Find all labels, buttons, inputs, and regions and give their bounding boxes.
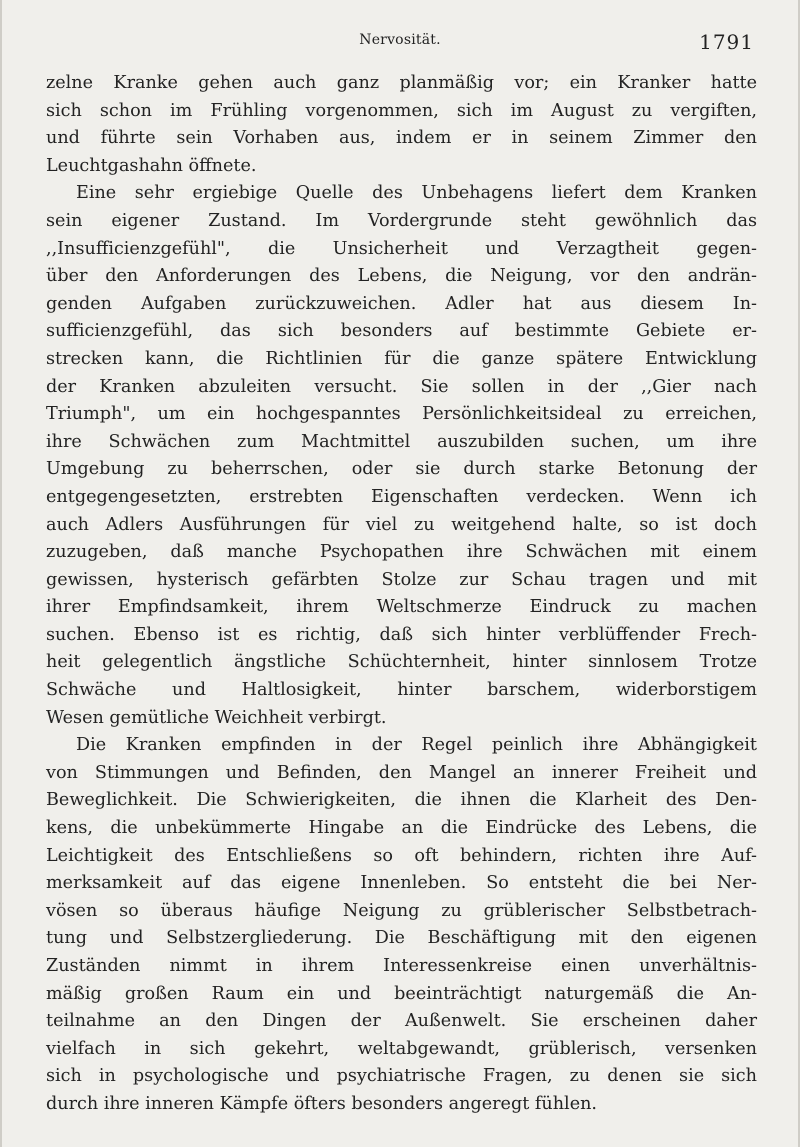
text-line: sich schon im Frühling vorgenommen, sich im August zu vergiften, [46,100,757,121]
text-line: sich in psychologische und psychiatrische Fragen, zu denen sie sich [46,1066,757,1087]
text-line: Leuchtgashahn öffnete. [46,155,257,176]
text-line: mäßig großen Raum ein und beeinträchtigt naturgemäß die An- [46,983,757,1004]
text-line: merksamkeit auf das eigene Innenleben. So entsteht die bei Ner- [46,873,757,894]
text-line: zuzugeben, daß manche Psychopathen ihre Schwächen mit einem [46,542,757,563]
text-line: vielfach in sich gekehrt, weltabgewandt, grüblerisch, versenken [46,1038,757,1059]
text-line: gewissen, hysterisch gefärbten Stolze zur Schau tragen und mit [46,569,757,590]
page-header [46,30,754,54]
text-line: entgegengesetzten, erstrebten Eigenschaften verdecken. Wenn ich [46,486,757,507]
text-line: Triumph", um ein hochgespanntes Persönlichkeitsideal zu erreichen, [46,404,757,425]
text-line: auch Adlers Ausführungen für viel zu weitgehend halte, so ist doch [46,514,757,535]
text-line: und führte sein Vorhaben aus, indem er in seinem Zimmer den [46,128,757,149]
text-line: über den Anforderungen des Lebens, die Neigung, vor den andrän- [46,266,757,287]
text-line: Leichtigkeit des Entschließens so oft behindern, richten ihre Auf- [46,845,757,866]
text-line: ihre Schwächen zum Machtmittel auszubilden suchen, um ihre [46,431,757,452]
text-line: von Stimmungen und Befinden, den Mangel an innerer Freiheit und [46,762,757,783]
text-line: sein eigener Zustand. Im Vordergrunde steht gewöhnlich das [46,210,757,231]
running-title: Nervosität. [359,32,441,48]
text-line: Wesen gemütliche Weichheit verbirgt. [46,707,387,728]
text-line: heit gelegentlich ängstliche Schüchternheit, hinter sinnlosem Trotze [46,652,757,673]
page-number: 1791 [699,30,754,54]
text-line: tung und Selbstzergliederung. Die Beschäftigung mit den eigenen [46,928,757,949]
text-line: suchen. Ebenso ist es richtig, daß sich hinter verblüffender Frech- [46,624,757,645]
text-line: vösen so überaus häufige Neigung zu grüblerischer Selbstbetrach- [46,900,757,921]
text-line: ihrer Empfindsamkeit, ihrem Weltschmerze Eindruck zu machen [46,597,757,618]
text-line: kens, die unbekümmerte Hingabe an die Eindrücke des Lebens, die [46,818,757,839]
text-line: der Kranken abzuleiten versucht. Sie sollen in der ,,Gier nach [46,376,757,397]
paragraph [46,180,757,732]
text-line: Schwäche und Haltlosigkeit, hinter barschem, widerborstigem [46,680,757,701]
text-line: Zuständen nimmt in ihrem Interessenkreise einen unverhältnis- [46,956,757,976]
text-line: durch ihre inneren Kämpfe öfters besonders angeregt fühlen. [46,1093,598,1114]
text-line: Umgebung zu beherrschen, oder sie durch starke Betonung der [46,459,757,480]
body-text [46,70,757,1119]
text-line: Eine sehr ergiebige Quelle des Unbehagens liefert dem Kranken [76,183,757,204]
text-line: Die Kranken empfinden in der Regel peinlich ihre Abhängigkeit [76,735,757,756]
text-line: sufficienzgefühl, das sich besonders auf bestimmte Gebiete er- [46,321,757,342]
text-line: zelne Kranke gehen auch ganz planmäßig vor; ein Kranker hatte [46,73,757,93]
text-line: ,,Insufficienzgefühl", die Unsicherheit und Verzagtheit gegen- [46,238,757,259]
text-line: genden Aufgaben zurückzuweichen. Adler hat aus diesem In- [46,293,757,314]
text-line: Beweglichkeit. Die Schwierigkeiten, die ihnen die Klarheit des Den- [46,790,757,811]
text-line: strecken kann, die Richtlinien für die ganze spätere Entwicklung [46,348,757,369]
paragraph [46,732,757,1118]
text-line: teilnahme an den Dingen der Außenwelt. Sie erscheinen daher [46,1011,757,1032]
paragraph [46,70,757,180]
